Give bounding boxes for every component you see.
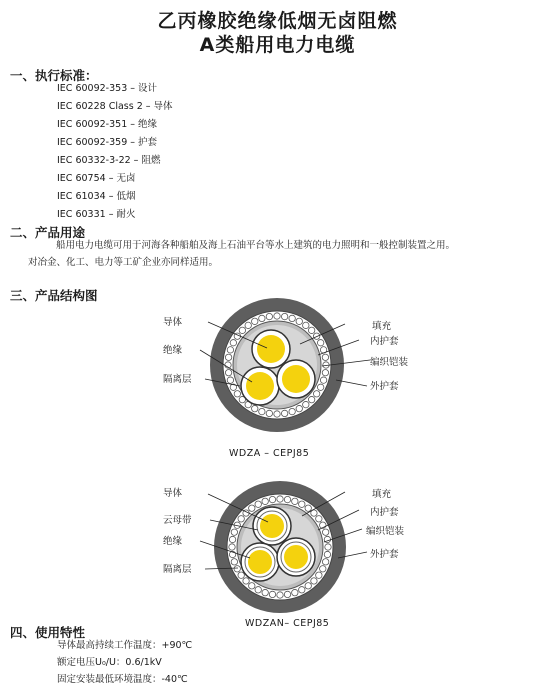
armor-wire <box>269 591 275 597</box>
armor-wire <box>249 505 255 511</box>
label-mica-tape-2: 云母带 <box>163 515 192 526</box>
armor-wire <box>313 391 319 397</box>
property-item: 固定安装最低环境温度：-40℃ <box>57 674 188 685</box>
cable-1-drawing <box>210 298 344 432</box>
armor-wire <box>230 340 236 346</box>
usage-line-2: 对冶金、化工、电力等工矿企业亦同样适用。 <box>28 257 219 268</box>
armor-wire <box>245 322 251 328</box>
standard-item: IEC 60092-359 – 护套 <box>57 137 158 148</box>
armor-wire <box>292 498 298 504</box>
armor-wire <box>322 354 328 360</box>
armor-wire <box>322 529 328 535</box>
armor-wire <box>243 578 249 584</box>
armor-wire <box>322 559 328 565</box>
standard-item: IEC 60228 Class 2 – 导体 <box>57 101 173 112</box>
armor-wire <box>284 591 290 597</box>
armor-wire <box>277 496 283 502</box>
label-conductor-2: 导体 <box>163 488 183 499</box>
label-armor-2: 编织铠装 <box>366 526 405 537</box>
label-inner-sheath-2: 内护套 <box>370 507 399 518</box>
armor-wire <box>252 318 258 324</box>
armor-wire <box>292 589 298 595</box>
conductor-2a <box>260 514 284 538</box>
armor-wire <box>262 589 268 595</box>
armor-wire <box>231 559 237 565</box>
standards-list <box>57 80 173 224</box>
armor-wire <box>234 391 240 397</box>
armor-wire <box>305 583 311 589</box>
conductor-1a <box>257 335 285 363</box>
label-conductor-1: 导体 <box>163 317 183 328</box>
armor-wire <box>311 578 317 584</box>
armor-wire <box>229 544 235 550</box>
standard-item: IEC 61034 – 低烟 <box>57 191 136 202</box>
armor-wire <box>234 566 240 572</box>
property-item: 导体最高持续工作温度：+90℃ <box>57 640 193 651</box>
armor-wire <box>308 327 314 333</box>
armor-wire <box>324 551 330 557</box>
conductor-2c <box>284 545 308 569</box>
armor-wire <box>227 377 233 383</box>
properties-list <box>57 637 192 688</box>
standard-item: IEC 60331 – 耐火 <box>57 209 136 220</box>
armor-wire <box>322 369 328 375</box>
armor-wire <box>299 587 305 593</box>
armor-wire <box>274 313 280 319</box>
conductor-1c <box>282 365 310 393</box>
armor-wire <box>238 516 244 522</box>
armor-wire <box>281 313 287 319</box>
section-1-heading: 一、执行标准： <box>10 68 98 83</box>
armor-wire <box>303 322 309 328</box>
armor-wire <box>262 498 268 504</box>
model-label-1: WDZA – CEPJ85 <box>229 448 310 459</box>
label-outer-sheath-1: 外护套 <box>370 381 399 392</box>
armor-wire <box>259 315 265 321</box>
armor-wire <box>308 396 314 402</box>
section-2-heading: 二、产品用途 <box>10 225 86 240</box>
cable-cross-section-1 <box>0 300 555 460</box>
standard-item: IEC 60092-353 – 设计 <box>57 83 158 94</box>
armor-wire <box>316 516 322 522</box>
armor-wire <box>281 410 287 416</box>
armor-wire <box>269 496 275 502</box>
standard-item: IEC 60754 – 无卤 <box>57 173 136 184</box>
armor-wire <box>259 408 265 414</box>
armor-wire <box>299 501 305 507</box>
armor-wire <box>320 377 326 383</box>
armor-wire <box>227 347 233 353</box>
standard-item: IEC 60332-3-22 – 阻燃 <box>57 155 161 166</box>
usage-paragraph <box>30 237 545 271</box>
section-4-heading: 四、使用特性 <box>10 625 86 640</box>
standard-item: IEC 60092-351 – 绝缘 <box>57 119 158 130</box>
label-separator-1: 隔离层 <box>163 374 192 385</box>
cable-cross-section-2 <box>0 480 555 620</box>
armor-wire <box>252 405 258 411</box>
armor-wire <box>296 405 302 411</box>
label-separator-2: 隔离层 <box>163 564 192 575</box>
armor-wire <box>296 318 302 324</box>
armor-wire <box>317 340 323 346</box>
armor-wire <box>266 410 272 416</box>
title-line-2: A类船用电力电缆 <box>199 34 356 56</box>
armor-wire <box>229 536 235 542</box>
label-insulation-2: 绝缘 <box>163 536 183 547</box>
armor-wire <box>225 369 231 375</box>
usage-line-1: 船用电力电缆可用于河海各种船舶及海上石油平台等水上建筑的电力照明和一般控制装置之用。 <box>56 240 456 251</box>
armor-wire <box>255 587 261 593</box>
conductor-2b <box>248 550 272 574</box>
model-label-2: WDZAN– CEPJ85 <box>245 618 330 629</box>
armor-wire <box>225 354 231 360</box>
armor-wire <box>316 572 322 578</box>
property-item: 额定电压U₀/U：0.6/1kV <box>57 657 162 668</box>
armor-wire <box>305 505 311 511</box>
armor-wire <box>320 566 326 572</box>
section-3-heading: 三、产品结构图 <box>10 288 98 303</box>
armor-wire <box>274 411 280 417</box>
armor-wire <box>289 408 295 414</box>
label-inner-sheath-1: 内护套 <box>370 336 399 347</box>
cable-2-drawing <box>214 481 346 613</box>
armor-wire <box>303 401 309 407</box>
label-filler-1: 填充 <box>372 321 392 332</box>
label-insulation-1: 绝缘 <box>163 345 183 356</box>
armor-wire <box>289 315 295 321</box>
armor-wire <box>277 592 283 598</box>
armor-wire <box>239 327 245 333</box>
conductor-1b <box>246 372 274 400</box>
armor-wire <box>317 384 323 390</box>
armor-wire <box>266 313 272 319</box>
label-outer-sheath-2: 外护套 <box>370 549 399 560</box>
armor-wire <box>255 501 261 507</box>
armor-wire <box>231 529 237 535</box>
armor-wire <box>284 496 290 502</box>
label-filler-2: 填充 <box>372 489 392 500</box>
label-armor-1: 编织铠装 <box>370 357 409 368</box>
armor-wire <box>238 572 244 578</box>
armor-wire <box>325 544 331 550</box>
title-line-1: 乙丙橡胶绝缘低烟无卤阻燃 <box>157 10 398 32</box>
armor-wire <box>249 583 255 589</box>
